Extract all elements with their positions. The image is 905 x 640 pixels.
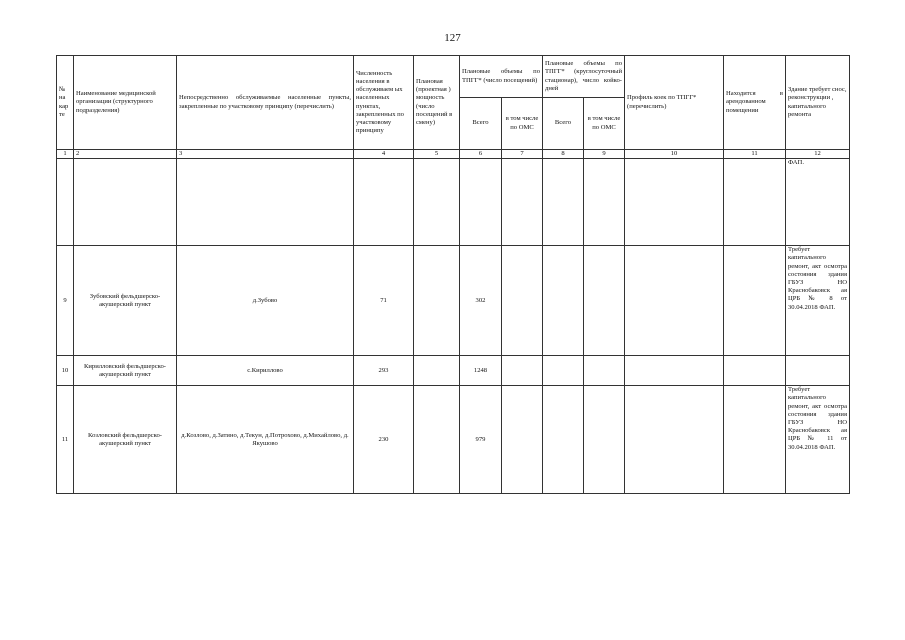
column-number-row [57, 150, 850, 159]
beds-oms [584, 356, 625, 386]
column-number: 6 [460, 150, 502, 159]
beds-total [543, 159, 584, 246]
bed-profile [625, 386, 724, 494]
population [354, 159, 414, 246]
visits-oms [502, 159, 543, 246]
column-number: 9 [584, 150, 625, 159]
rented-premises [724, 356, 786, 386]
beds-total [543, 246, 584, 356]
beds-oms [584, 386, 625, 494]
table-row [57, 246, 850, 356]
header-beds-total: Всего [543, 98, 584, 150]
map-number [57, 159, 74, 246]
beds-total [543, 386, 584, 494]
building-condition-note: Требует капитального ремонт, акт осмотра состояния здания ГБУЗ НО Краснобаковск ая ЦРБ № 11 от 30.04.2018 ФАП. [786, 386, 850, 494]
visits-total: 302 [460, 246, 502, 356]
header-population: Численность населения в обслуживаем ых населенных пунктах, закрепленных по участковому принципу [354, 56, 414, 150]
header-building-condition: Здание требует снос, реконструкции , капитального ремонта [786, 56, 850, 150]
settlements [177, 159, 354, 246]
header-visits-total: Всего [460, 98, 502, 150]
organization-name: Кирилловский фельдшерско-акушерский пункт [74, 356, 177, 386]
building-condition-note: Требует капитального ремонт, акт осмотра состояния здания ГБУЗ НО Краснобаковск ая ЦРБ № 8 от 30.04.2018 ФАП. [786, 246, 850, 356]
settlements: д.Зубово [177, 246, 354, 356]
header-beds-oms: в том числе по ОМС [584, 98, 625, 150]
bed-profile [625, 356, 724, 386]
organization-name [74, 159, 177, 246]
rented-premises [724, 159, 786, 246]
map-number: 11 [57, 386, 74, 494]
header-planned-visits: Плановые объемы по ТПГГ* (число посещений) [460, 56, 543, 98]
visits-total: 979 [460, 386, 502, 494]
header-map-number: № на кар те [57, 56, 74, 150]
column-number: 5 [414, 150, 460, 159]
bed-profile [625, 159, 724, 246]
rented-premises [724, 246, 786, 356]
population: 293 [354, 356, 414, 386]
visits-total [460, 159, 502, 246]
map-number: 9 [57, 246, 74, 356]
building-condition-note [786, 356, 850, 386]
capacity [414, 386, 460, 494]
column-number: 1 [57, 150, 74, 159]
capacity [414, 246, 460, 356]
header-capacity: Плановая (проектная ) мощность (число посещений в смену) [414, 56, 460, 150]
header-bed-profile: Профиль коек по ТПГГ* (перечислить) [625, 56, 724, 150]
visits-oms [502, 386, 543, 494]
header-organization-name: Наименование медицинской организации (структурного подразделения) [74, 56, 177, 150]
column-number: 4 [354, 150, 414, 159]
column-number: 8 [543, 150, 584, 159]
settlements: д.Козлово, д.Затино, д.Текун, д.Потрохово, д.Михайлово, д. Якушово [177, 386, 354, 494]
column-number: 7 [502, 150, 543, 159]
rented-premises [724, 386, 786, 494]
building-condition-note: ФАП. [786, 159, 850, 246]
column-number: 2 [74, 150, 177, 159]
capacity [414, 356, 460, 386]
beds-oms [584, 159, 625, 246]
organization-name: Козловский фельдшерско-акушерский пункт [74, 386, 177, 494]
table-row [57, 356, 850, 386]
visits-oms [502, 356, 543, 386]
table-row [57, 159, 850, 246]
map-number: 10 [57, 356, 74, 386]
column-number: 10 [625, 150, 724, 159]
beds-oms [584, 246, 625, 356]
header-rented-premises: Находится в арендованном помещении [724, 56, 786, 150]
medical-facilities-table [56, 55, 850, 494]
header-visits-oms: в том числе по ОМС [502, 98, 543, 150]
column-number: 12 [786, 150, 850, 159]
beds-total [543, 356, 584, 386]
organization-name: Зубовский фельдшерско-акушерский пункт [74, 246, 177, 356]
table-row [57, 386, 850, 494]
visits-oms [502, 246, 543, 356]
population: 71 [354, 246, 414, 356]
column-number: 3 [177, 150, 354, 159]
header-settlements: Непосредственно обслуживаемые населенные пункты, закрепленные по участковому принципу (перечислить) [177, 56, 354, 150]
header-planned-bed-days: Плановые объемы по ТПГГ* (круглосуточный стационар), число койко-дней [543, 56, 625, 98]
visits-total: 1248 [460, 356, 502, 386]
capacity [414, 159, 460, 246]
page-number: 127 [444, 32, 461, 44]
population: 230 [354, 386, 414, 494]
column-number: 11 [724, 150, 786, 159]
settlements: с.Кириллово [177, 356, 354, 386]
bed-profile [625, 246, 724, 356]
